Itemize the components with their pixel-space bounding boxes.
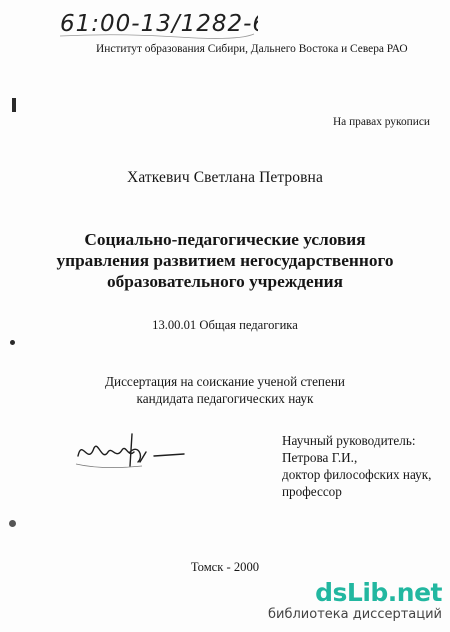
degree-line: кандидата педагогических наук [136, 391, 314, 406]
author-name: Хаткевич Светлана Петровна [127, 169, 323, 186]
watermark-logo: dsLib.net [315, 578, 442, 607]
watermark-subtitle: библиотека диссертаций [268, 607, 442, 622]
specialty-code: 13.00.01 Общая педагогика [152, 318, 298, 332]
supervisor-line: Петрова Г.И., [282, 450, 358, 465]
city-and-year: Томск - 2000 [190, 560, 260, 574]
handwritten-archive-code [58, 6, 258, 40]
archive-code-text: 61:00-13/1282-6 [60, 11, 258, 37]
dslib-watermark [268, 580, 442, 622]
dissertation-title [0, 229, 450, 292]
supervisor-line: доктор философских наук, [282, 467, 432, 482]
title-line: управления развитием негосударственного [56, 251, 394, 270]
institute-header: Институт образования Сибири, Дальнего Востока и Севера РАО [96, 43, 408, 55]
manuscript-rights-note: На правах рукописи [332, 116, 430, 128]
scan-mark [9, 520, 16, 527]
degree-line: Диссертация на соискание ученой степени [105, 374, 345, 389]
title-line: образовательного учреждения [107, 272, 343, 291]
handwritten-signature [72, 426, 202, 476]
scientific-supervisor [282, 432, 431, 500]
supervisor-line: Научный руководитель: [282, 433, 416, 448]
title-line: Социально-педагогические условия [84, 230, 366, 249]
scan-mark [10, 340, 15, 345]
degree-statement [0, 373, 450, 407]
scan-mark [12, 98, 16, 112]
supervisor-line: профессор [282, 484, 342, 499]
